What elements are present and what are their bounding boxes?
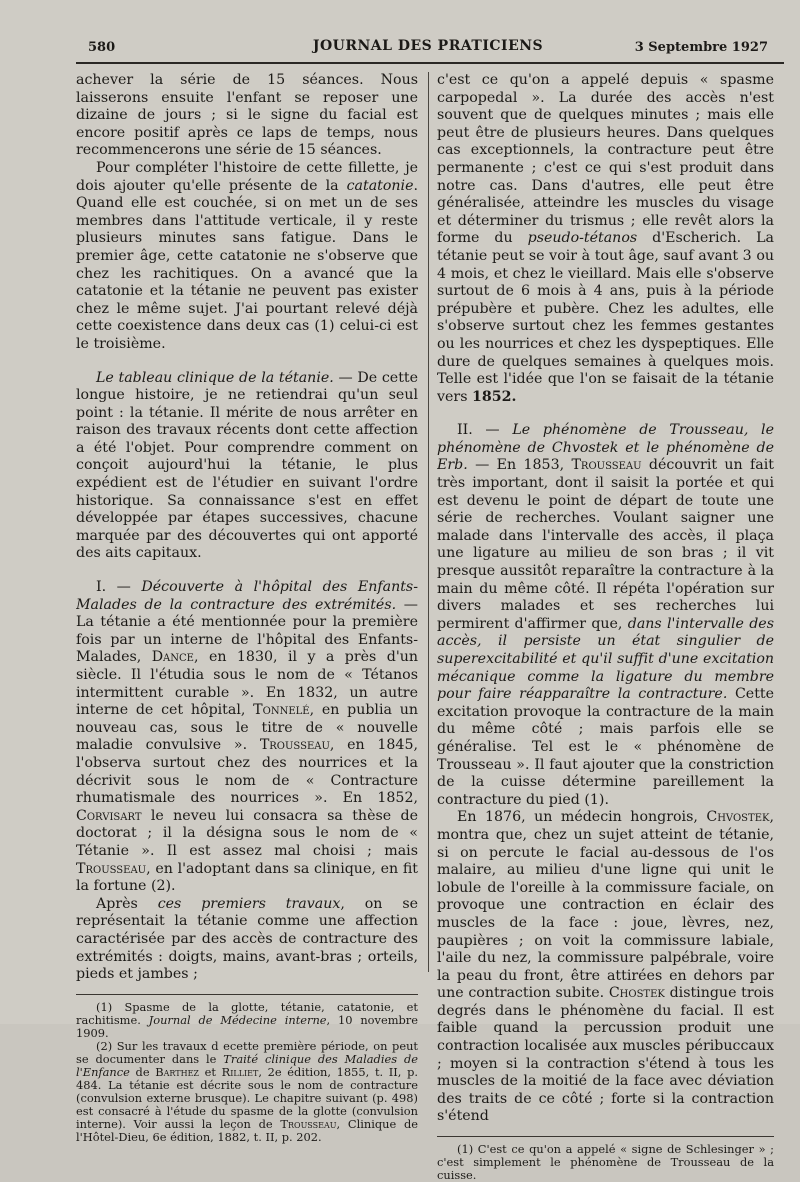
column-divider [428,72,429,972]
footnote-2: (2) Sur les travaux d ecette première période, on peut se documenter dans le Traité clinique des Maladies de l'Enfance de Barthez et Rilliet, 2e édition, 1855, t. II, p. 484. La tétanie est décrite sous le nom de contracture (convulsion externe brusque). Le chapitre suivant (p. 498) est consacré à l'étude du spasme de la glotte (convulsion interne). Voir aussi la leçon de Trousseau, Clinique de l'Hôtel-Dieu, 6e édition, 1882, t. II, p. 202. [76,1038,418,1144]
footnote-rule [76,994,418,995]
footnote-1: (1) C'est ce qu'on a appelé « signe de Schlesinger » ; c'est simplement le phénomène de Trousseau de la cuisse. [437,1142,774,1182]
header-rule [76,62,784,64]
issue-date: 3 Septembre 1927 [634,40,768,55]
paragraph-catatonie: Pour compléter l'histoire de cette fillette, je dois ajouter qu'elle présente de la catatonie. Quand elle est couchée, si on met un de ses membres dans l'attitude verticale, il y reste plusieurs minutes sans fatigue. Dans le premier âge, cette catatonie ne s'observe que chez les rachitiques. On a avancé que la catatonie et la tétanie ne peuvent pas exister chez le même sujet. J'ai pourtant relevé déjà cette coexistence dans deux cas (1) celui-ci est le troisième. [76,159,418,352]
section-one: I. — Découverte à l'hôpital des Enfants-Malades de la contracture des extrémités. — La tétanie a été mentionnée pour la première fois par un interne de l'hôpital des Enfants-Malades, Dance, en 1830, il y a près d'un siècle. Il l'étudia sous le nom de « Tétanos intermittent curable ». En 1832, un autre interne de cet hôpital, Tonnelé, en publia un nouveau cas, sous le titre de « nouvelle maladie convulsive ». Trousseau, en 1845, l'observa surtout chez des nourrices et la décrivit sous le nom de « Contracture rhumatismale des nourrices ». En 1852, Corvisart le neveu lui consacra sa thèse de doctorat ; il la désigna sous le nom de « Tétanie ». Il est assez mal choisi ; mais Trousseau, en l'adoptant dans sa clinique, en fit la fortune (2). [76,579,418,895]
emphasis: ces premiers travaux [157,895,341,912]
author-name: Trousseau [259,737,330,754]
paragraph: c'est ce qu'on a appelé depuis « spasme carpopedal ». La durée des accès n'est souvent que de quelques minutes ; mais elle peut être de plusieurs heures. Dans quelques cas exceptionnels, la contracture peut être permanente ; c'est ce qui s'est produit dans notre cas. Dans d'autres, elle peut être généralisée, atteindre les muscles du visage et déterminer du trismus ; elle revêt alors la forme du pseudo-tétanos d'Escherich. La tétanie peut se voir à tout âge, sauf avant 3 ou 4 mois, et chez le vieillard. Mais elle s'observe surtout de 6 mois à 4 ans, puis à la période prépubère et pubère. Chez les adultes, elle s'observe surtout chez les femmes gestantes ou les nourrices et chez les dyspeptiques. Elle dure de quelques semaines à quelques mois. Telle est l'idée que l'on se faisait de la tétanie vers 1852. [437,72,774,405]
section-heading: Découverte à l'hôpital des Enfants-Malades de la contracture des extrémités. [76,579,418,613]
author-name: Trousseau [571,457,642,474]
footnote-rule [437,1136,774,1137]
section-heading: Le tableau clinique de la tétanie. [96,369,334,386]
emphasis: pseudo-tétanos [527,230,638,247]
emphasis: catatonie [346,177,414,194]
author-name: Tonnelé [253,702,310,719]
paragraph: achever la série de 15 séances. Nous laisserons ensuite l'enfant se reposer une dizaine de jours ; si le signe du facial est encore positif après ce laps de temps, nous recommencerons une série de 15 séances. [76,72,418,159]
journal-title: JOURNAL DES PRATICIENS [312,38,544,54]
author-name: Corvisart [76,807,142,824]
author-name: Dance [151,649,194,666]
right-column [437,72,774,1182]
section-tableau-clinique: Le tableau clinique de la tétanie. — De cette longue histoire, je ne retiendrai qu'un seul point : la tétanie. Il mérite de nous arrêter en raison des travaux récents dont cette affection a été l'objet. Pour comprendre comment on conçoit aujourd'hui la tétanie, le plus expédient est de l'étudier en suivant l'ordre historique. Sa connaissance s'est en effet développée par étapes successives, chacune marquée par des découvertes qui ont apporté des aits capitaux. [76,369,418,562]
author-name: Chvostek [706,809,770,826]
emphasis: dans l'intervalle des accès, il persiste un état singulier de superexcitabilité et qu'il suffit d'une excitation mécanique comme la ligature du membre pour faire réapparaître la contracture. [437,615,774,703]
section-heading: Le phénomène de Trousseau, le phénomène de Chvostek et le phénomène de Erb. [437,422,774,474]
author-name: Trousseau [76,860,147,877]
author-name: Chostek [608,985,665,1002]
running-header [88,38,768,60]
paragraph: Après ces premiers travaux, on se représentait la tétanie comme une affection caractérisée par des accès de contracture des extrémités : doigts, mains, avant-bras ; orteils, pieds et jambes ; [76,895,418,983]
left-column [76,72,418,1144]
section-two: II. — Le phénomène de Trousseau, le phénomène de Chvostek et le phénomène de Erb. — En 1853, Trousseau découvrit un fait très important, dont il saisit la portée et qui est devenu le point de départ de toute une série de recherches. Voulant saigner une malade dans l'intervalle des accès, il plaça une ligature au milieu de son bras ; il vit presque aussitôt reparaître la contracture à la main du même côté. Il répéta l'opération sur divers malades et ses recherches lui permirent d'affirmer que, dans l'intervalle des accès, il persiste un état singulier de superexcitabilité et qu'il suffit d'une excitation mécanique comme la ligature du membre pour faire réapparaître la contracture. Cette excitation provoque la contracture de la main du même côté ; mais parfois elle se généralise. Tel est le « phénomène de Trousseau ». Il faut ajouter que la constriction de la cuisse détermine pareillement la contracture du pied (1). [437,422,774,808]
footnote-1: (1) Spasme de la glotte, tétanie, catatonie, et rachitisme. Journal de Médecine interne, 10 novembre 1909. [76,999,418,1040]
paragraph-chvostek: En 1876, un médecin hongrois, Chvostek, montra que, chez un sujet atteint de tétanie, si on percute le facial au-dessous de l'os malaire, au milieu d'une ligne qui unit le lobule de l'oreille à la commissure faciale, on provoque une contraction en éclair des muscles de la face : joue, lèvres, nez, paupières ; on voit la commissure labiale, l'aile du nez, la commissure palpébrale, voire la peau du front, être attirées en dehors par une contraction subite. Chostek distingue trois degrés dans le phénomène du facial. Il est faible quand la percussion produit une contraction localisée aux muscles péribuccaux ; moyen si la contraction s'étend à tous les muscles de la moitié de la face avec déviation des traits de ce côté ; forte si la contraction s'étend [437,809,774,1125]
page-number: 580 [88,40,116,55]
